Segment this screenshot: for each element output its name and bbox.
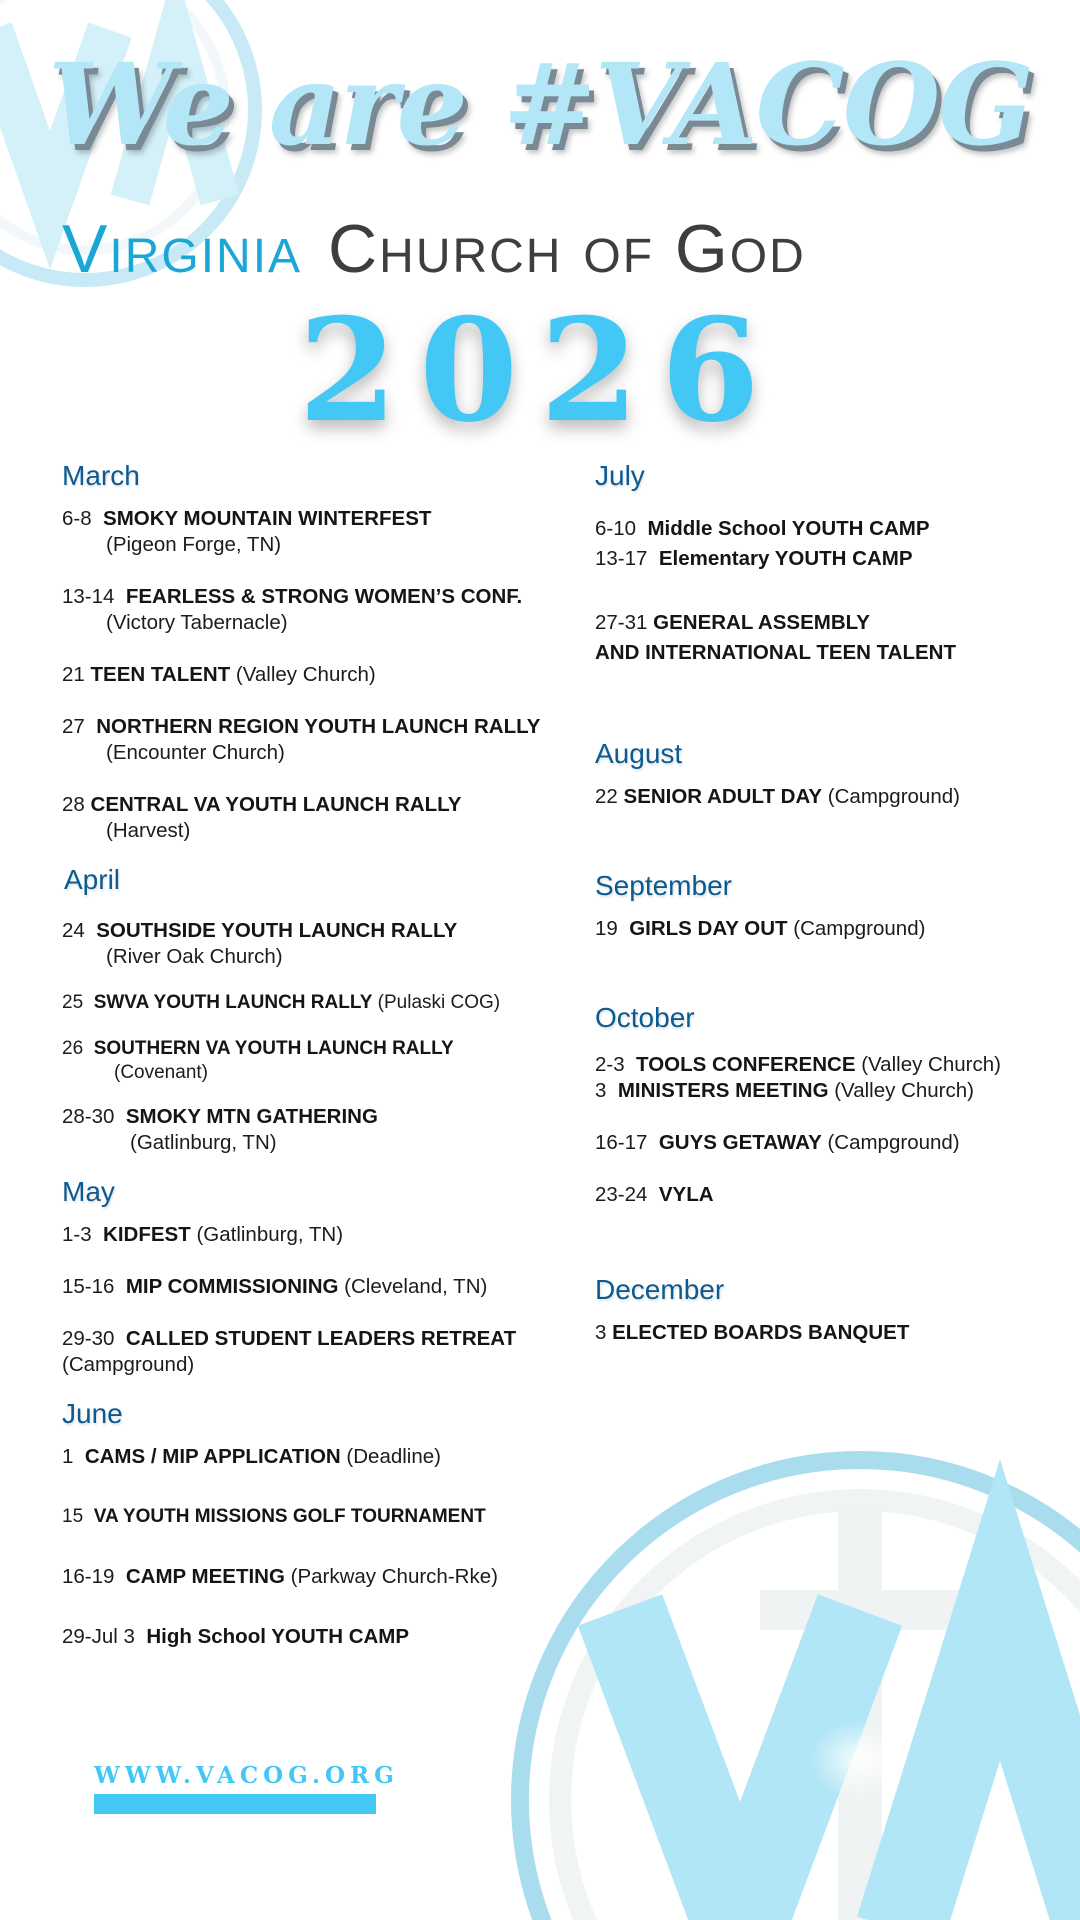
event-item: 22 SENIOR ADULT DAY (Campground) (595, 785, 960, 808)
month-october: October (595, 1002, 695, 1033)
event-item-continued: AND INTERNATIONAL TEEN TALENT (595, 641, 957, 664)
event-item: 15-16 MIP COMMISSIONING (Cleveland, TN) (62, 1275, 488, 1298)
tagline: We are #VACOG (47, 40, 1033, 171)
month-april: April (64, 864, 121, 895)
event-item: 16-19 CAMP MEETING (Parkway Church-Rke) (62, 1565, 498, 1588)
event-item: 24 SOUTHSIDE YOUTH LAUNCH RALLY (62, 919, 458, 942)
event-item: 3 MINISTERS MEETING (Valley Church) (595, 1079, 974, 1102)
event-location: (Harvest) (106, 819, 191, 842)
event-item: 29-Jul 3 High School YOUTH CAMP (62, 1625, 410, 1648)
event-item: 26 SOUTHERN VA YOUTH LAUNCH RALLY (62, 1038, 454, 1059)
event-location: (Campground) (62, 1353, 195, 1376)
brand-church-of-god: Church of God (328, 211, 806, 287)
month-may: May (62, 1176, 115, 1207)
event-item: 13-17 Elementary YOUTH CAMP (595, 547, 913, 570)
event-location: (Covenant) (114, 1062, 208, 1083)
event-item: 3 ELECTED BOARDS BANQUET (595, 1321, 910, 1344)
event-item: 15 VA YOUTH MISSIONS GOLF TOURNAMENT (62, 1506, 486, 1527)
event-item: 27 NORTHERN REGION YOUTH LAUNCH RALLY (62, 715, 541, 738)
website-underline-bar (94, 1794, 376, 1814)
event-item: 21 TEEN TALENT (Valley Church) (62, 663, 376, 686)
month-july: July (595, 460, 645, 491)
right-column (595, 460, 1045, 1346)
month-june: June (62, 1398, 123, 1429)
event-item: 19 GIRLS DAY OUT (Campground) (595, 917, 926, 940)
event-item: 6-8 SMOKY MOUNTAIN WINTERFEST (62, 507, 432, 530)
left-column (62, 460, 582, 1650)
website-link[interactable]: WWW.VACOG.ORG (94, 1762, 399, 1789)
brand-virginia: Virginia (62, 211, 303, 287)
event-location: (River Oak Church) (106, 945, 283, 968)
event-location: (Pigeon Forge, TN) (106, 533, 282, 556)
event-item: 28 CENTRAL VA YOUTH LAUNCH RALLY (62, 793, 462, 816)
event-item: 1-3 KIDFEST (Gatlinburg, TN) (62, 1223, 344, 1246)
month-december: December (595, 1274, 725, 1305)
event-location: (Encounter Church) (106, 741, 285, 764)
month-august: August (595, 738, 683, 769)
event-item: 27-31 GENERAL ASSEMBLY (595, 611, 870, 634)
event-item: 16-17 GUYS GETAWAY (Campground) (595, 1131, 960, 1154)
month-september: September (595, 870, 732, 901)
brand-title (62, 210, 806, 288)
event-location: (Gatlinburg, TN) (130, 1131, 277, 1154)
event-location: (Victory Tabernacle) (106, 611, 288, 634)
event-item: 23-24 VYLA (595, 1183, 714, 1206)
event-item: 1 CAMS / MIP APPLICATION (Deadline) (62, 1445, 441, 1468)
event-item: 13-14 FEARLESS & STRONG WOMEN’S CONF. (62, 585, 523, 608)
event-item: 2-3 TOOLS CONFERENCE (Valley Church) (595, 1053, 1001, 1076)
year-title: 2026 (298, 288, 782, 454)
event-item: 29-30 CALLED STUDENT LEADERS RETREAT (62, 1327, 517, 1350)
event-item: 6-10 Middle School YOUTH CAMP (595, 517, 930, 540)
event-item: 28-30 SMOKY MTN GATHERING (62, 1105, 378, 1128)
month-march: March (62, 460, 140, 491)
event-item: 25 SWVA YOUTH LAUNCH RALLY (Pulaski COG) (62, 992, 501, 1013)
